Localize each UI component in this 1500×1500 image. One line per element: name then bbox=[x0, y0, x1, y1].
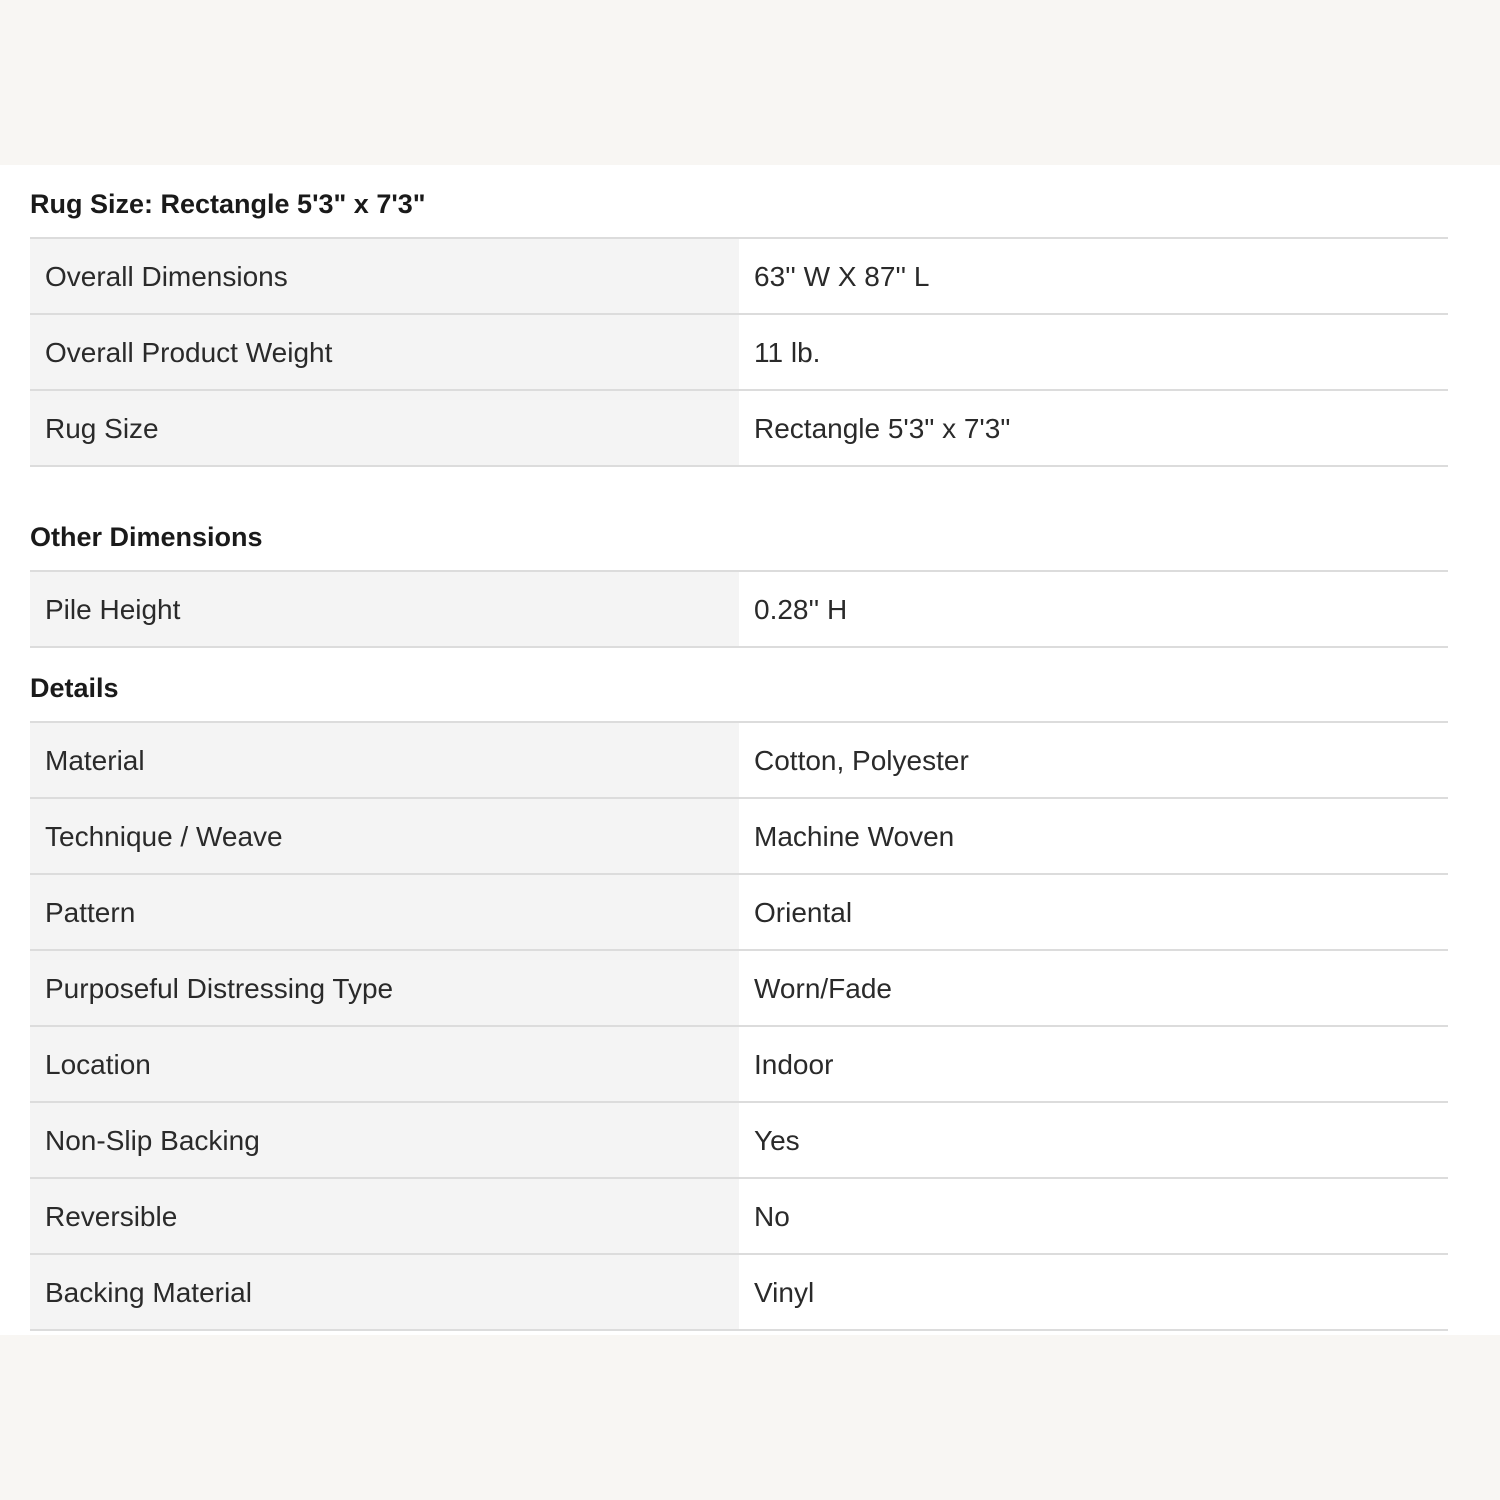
spec-label: Technique / Weave bbox=[30, 799, 739, 873]
spec-value: Machine Woven bbox=[754, 821, 955, 852]
spec-row bbox=[30, 799, 1448, 875]
spec-row bbox=[30, 723, 1448, 799]
spec-value: Rectangle 5'3" x 7'3" bbox=[754, 413, 1011, 444]
spec-row bbox=[30, 315, 1448, 391]
spec-label: Purposeful Distressing Type bbox=[30, 951, 739, 1025]
spec-label: Location bbox=[30, 1027, 739, 1101]
spec-value: 11 lb. bbox=[754, 337, 821, 368]
spec-label: Material bbox=[30, 723, 739, 797]
section-details bbox=[30, 649, 1448, 1331]
spec-row bbox=[30, 875, 1448, 951]
spec-value: No bbox=[754, 1201, 790, 1232]
bottom-background-band bbox=[0, 1335, 1500, 1500]
spec-label: Overall Product Weight bbox=[30, 315, 739, 389]
spec-label: Non-Slip Backing bbox=[30, 1103, 739, 1177]
spec-row bbox=[30, 1179, 1448, 1255]
section-title: Other Dimensions bbox=[30, 498, 1448, 572]
section-other-dimensions bbox=[30, 498, 1448, 648]
spec-value: Cotton, Polyester bbox=[754, 745, 969, 776]
spec-value: Yes bbox=[754, 1125, 800, 1156]
spec-row bbox=[30, 239, 1448, 315]
spec-row bbox=[30, 391, 1448, 467]
spec-row bbox=[30, 951, 1448, 1027]
section-title: Rug Size: Rectangle 5'3" x 7'3" bbox=[30, 165, 1448, 239]
spec-label: Rug Size bbox=[30, 391, 739, 465]
spec-value: Worn/Fade bbox=[754, 973, 892, 1004]
top-background-band bbox=[0, 0, 1500, 165]
section-rug-size bbox=[30, 165, 1448, 467]
spec-row bbox=[30, 572, 1448, 648]
spec-value: Indoor bbox=[754, 1049, 834, 1080]
section-title: Details bbox=[30, 649, 1448, 723]
spec-value: Oriental bbox=[754, 897, 853, 928]
spec-value: Vinyl bbox=[754, 1277, 815, 1308]
spec-label: Backing Material bbox=[30, 1255, 739, 1329]
spec-row bbox=[30, 1027, 1448, 1103]
spec-label: Pattern bbox=[30, 875, 739, 949]
spec-value: 63'' W X 87'' L bbox=[754, 261, 930, 292]
spec-row bbox=[30, 1103, 1448, 1179]
spec-label: Pile Height bbox=[30, 572, 739, 646]
spec-label: Overall Dimensions bbox=[30, 239, 739, 313]
spec-label: Reversible bbox=[30, 1179, 739, 1253]
spec-value: 0.28'' H bbox=[754, 594, 848, 625]
spec-row bbox=[30, 1255, 1448, 1331]
